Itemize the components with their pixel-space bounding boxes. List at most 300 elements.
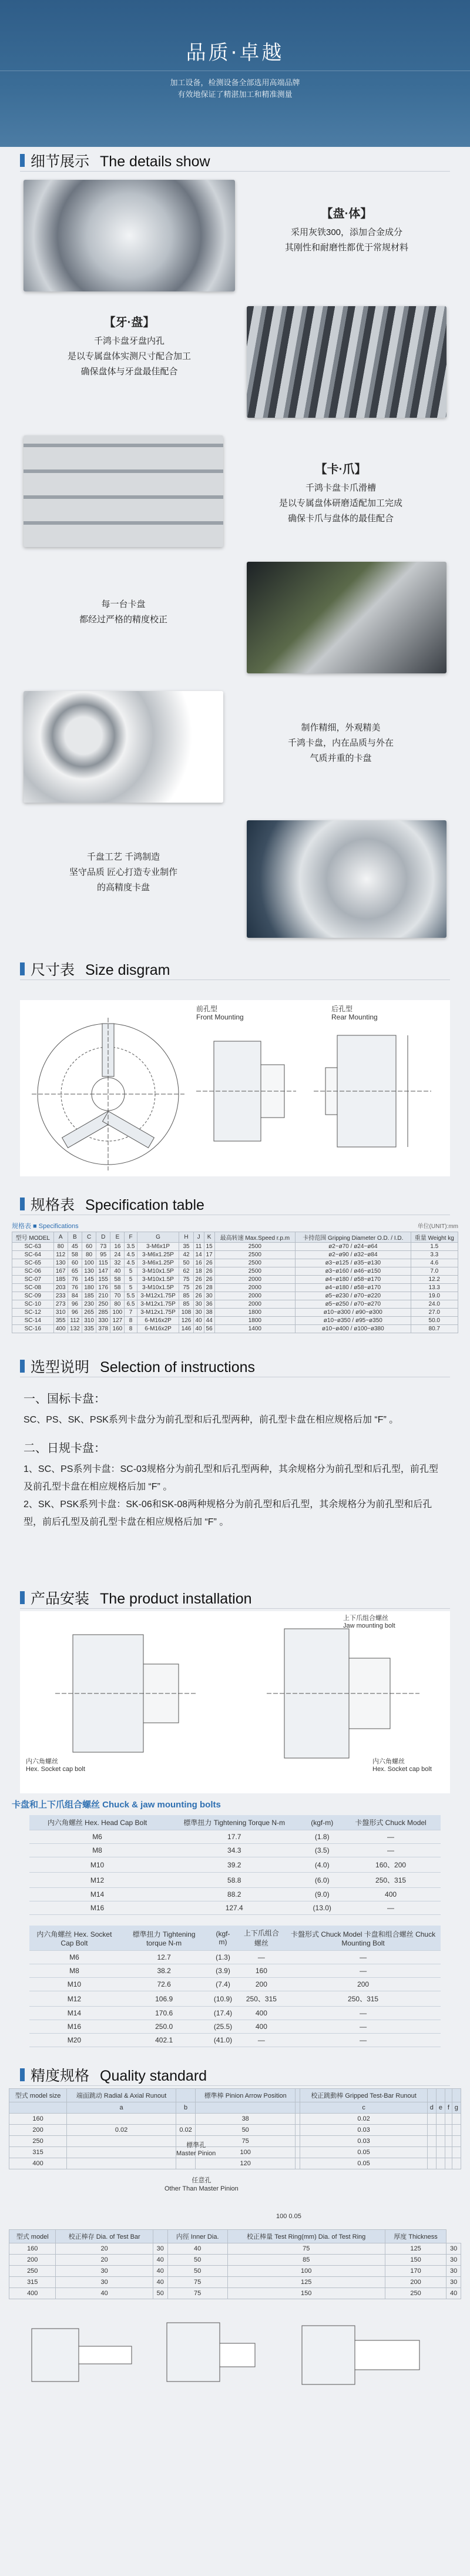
table-cell: — [237, 1951, 286, 1964]
socket-bolt-label-2 [372, 1758, 432, 1773]
table-cell: 1800 [214, 1309, 296, 1317]
table-row [29, 2007, 441, 2020]
table-cell: 0.05 [300, 2147, 427, 2158]
table-cell: 146 [179, 1325, 193, 1333]
bolt-table-title: 卡盘和上下爪组合螺丝 Chuck & jaw mounting bolts [12, 1800, 221, 1810]
table-cell: 180 [82, 1284, 96, 1292]
other-pinion-label [164, 2176, 239, 2193]
install-section-heading [0, 1584, 470, 1611]
instructions-section-heading [0, 1353, 470, 1380]
table-cell: SC-08 [12, 1284, 54, 1292]
table-header-cell: 標準棒 Pinion Arrow Position [196, 2089, 296, 2102]
table-row [9, 2255, 461, 2266]
table-cell: (7.4) [209, 1978, 237, 1991]
bolt-torque-table-2 [29, 1926, 441, 2047]
table-cell: 40 [110, 1267, 125, 1276]
heading-underline [20, 1608, 450, 1609]
finished-chuck-photo [24, 691, 223, 803]
table-cell: 108 [179, 1309, 193, 1317]
details-heading-cn: 细节展示 [31, 153, 90, 170]
table-cell: 30 [204, 1292, 214, 1300]
table-cell: 2000 [214, 1284, 296, 1292]
table-row [29, 1978, 441, 1991]
details-gallery [0, 174, 470, 955]
table-cell [427, 2158, 436, 2169]
detail-card-line: 是以专属盘体实测尺寸配合加工 [67, 351, 191, 361]
table-cell: 147 [96, 1267, 110, 1276]
table-cell [436, 2114, 445, 2125]
table-cell: 170.6 [119, 2007, 209, 2020]
table-cell: 3-M6x1.25P [137, 1259, 179, 1267]
table-cell: 250 [9, 2136, 67, 2147]
table-cell [296, 2158, 300, 2169]
table-header-cell: a [67, 2102, 176, 2114]
table-cell: 7 [125, 1309, 137, 1317]
table-cell: ø2~ø70 / ø24~ø64 [296, 1243, 411, 1251]
table-cell [436, 2125, 445, 2136]
table-cell: 38.2 [119, 1964, 209, 1978]
table-row [12, 1292, 458, 1300]
detail-card-line: 制作精细，外观精美 [301, 723, 381, 733]
table-cell [67, 2147, 176, 2158]
table-cell: 30 [446, 2277, 461, 2288]
calibration-photo [247, 562, 446, 673]
size-diagram [20, 1000, 450, 1176]
table-header-cell: C [82, 1232, 96, 1243]
table-cell: 73 [96, 1243, 110, 1251]
table-cell: 7.0 [411, 1267, 458, 1276]
table-cell: 150 [227, 2288, 385, 2299]
table-cell: 26 [193, 1276, 204, 1284]
table-cell: 100 [196, 2147, 296, 2158]
detail-card-line: 确保盘体与牙盘最佳配合 [80, 367, 178, 377]
table-cell: 0.03 [300, 2136, 427, 2147]
table-header-cell: d [427, 2102, 436, 2114]
table-row [29, 1888, 441, 1901]
table-cell: — [341, 1844, 441, 1857]
table-header-cell: J [193, 1232, 204, 1243]
table-header-cell: 最高转速 Max.Speed r.p.m [214, 1232, 296, 1243]
table-cell: (3.9) [209, 1964, 237, 1978]
table-cell: 11 [193, 1243, 204, 1251]
table-cell: M14 [29, 1888, 165, 1901]
detail-card-line: 是以专属盘体研磨适配加工完成 [278, 498, 402, 508]
table-header-cell: 校正跳動棒 Gripped Test-Bar Runout [300, 2089, 427, 2102]
table-header-cell [445, 2089, 452, 2102]
table-header-cell [296, 2089, 300, 2102]
table-cell: M12 [29, 1873, 165, 1888]
table-cell: 330 [96, 1317, 110, 1325]
table-cell: 0.02 [67, 2125, 176, 2136]
table-cell: 402.1 [119, 2034, 209, 2047]
setup-bar-2 [220, 2343, 255, 2367]
table-cell: 26 [204, 1276, 214, 1284]
table-cell: M16 [29, 2020, 119, 2034]
table-cell: ø4~ø180 / ø58~ø170 [296, 1276, 411, 1284]
spec-table-body [12, 1243, 458, 1333]
scroll-plate-photo [247, 306, 446, 418]
table-cell: 1.5 [411, 1243, 458, 1251]
table-cell: 76 [68, 1284, 82, 1292]
table-row [29, 1830, 441, 1844]
table-cell: 3.5 [125, 1243, 137, 1251]
table-cell: 56 [204, 1325, 214, 1333]
table-cell [452, 2114, 461, 2125]
table-row [29, 1873, 441, 1888]
table-header-cell [153, 2230, 167, 2243]
table-header-cell: H [179, 1232, 193, 1243]
table-cell: 400 [237, 2007, 286, 2020]
socket-bolt-label [26, 1758, 85, 1773]
details-heading-text [31, 150, 210, 171]
japan-title: 二、日规卡盘： [24, 1442, 106, 1455]
table-cell: SC-16 [12, 1325, 54, 1333]
instructions-body [0, 1390, 470, 1584]
table-row [12, 1309, 458, 1317]
table-row [29, 1844, 441, 1857]
size-heading-text [31, 958, 170, 980]
table-cell: ø10~ø350 / ø95~ø350 [296, 1317, 411, 1325]
hero-subtitle-line-2: 有效地保证了精湛加工和精准测量 [177, 90, 293, 99]
setup-chuck-1 [32, 2329, 79, 2382]
table-cell: 100 [82, 1259, 96, 1267]
heading-accent-bar [20, 154, 25, 167]
table-cell: 60 [82, 1243, 96, 1251]
table-cell [452, 2147, 461, 2158]
table-cell: M6 [29, 1951, 119, 1964]
table-cell: 2500 [214, 1259, 296, 1267]
table-cell: 14 [193, 1251, 204, 1259]
domestic-title: 一、国标卡盘： [24, 1393, 106, 1406]
table-cell: 250 [9, 2266, 56, 2277]
table-cell: 40 [153, 2266, 167, 2277]
table-cell: 126 [179, 1317, 193, 1325]
instructions-heading-cn: 选型说明 [31, 1359, 90, 1376]
table-header-cell [296, 2102, 300, 2114]
quality-table-1-area [0, 2088, 470, 2229]
rear-mounting-label-cn: 后孔型 [331, 1005, 353, 1013]
front-mounting-label [196, 1005, 244, 1021]
table-cell: 400 [53, 1325, 68, 1333]
table-cell: 273 [53, 1300, 68, 1309]
table-cell: 3-M6x1P [137, 1243, 179, 1251]
table-cell [445, 2158, 452, 2169]
table-row [12, 1259, 458, 1267]
table-cell: — [237, 2034, 286, 2047]
hero-subtitle-line-1: 加工设备，检测设备全部选用高端品牌 [170, 78, 300, 87]
table-cell: 3-M12x1.75P [137, 1300, 179, 1309]
table-cell: 40 [153, 2277, 167, 2288]
table-cell: 8 [125, 1317, 137, 1325]
table-cell [176, 2114, 196, 2125]
table-cell: 130 [82, 1267, 96, 1276]
bolt-table-1-header [29, 1815, 441, 1830]
test-setup-drawing [20, 2311, 450, 2393]
table-cell: 250、315 [237, 1991, 286, 2007]
table-header-cell: G [137, 1232, 179, 1243]
table-cell: 4.5 [125, 1251, 137, 1259]
table-row [29, 1857, 441, 1873]
table-cell: 115 [96, 1259, 110, 1267]
table-cell: 20 [56, 2255, 153, 2266]
spec-header-row [12, 1232, 458, 1243]
table-row [29, 1991, 441, 2007]
table-cell: 100 [110, 1309, 125, 1317]
table-cell: 50 [167, 2266, 227, 2277]
table-cell [67, 2136, 176, 2147]
socket-bolt-label-cn: 内六角螺丝 [26, 1758, 58, 1765]
table-cell: 8 [125, 1325, 137, 1333]
table-cell: — [286, 2034, 441, 2047]
detail-card-title: 【牙·盘】 [103, 316, 155, 329]
table-cell [445, 2136, 452, 2147]
table-row [29, 1901, 441, 1915]
table-cell: 26 [204, 1267, 214, 1276]
table-header-cell: f [445, 2102, 452, 2114]
table-header-cell: K [204, 1232, 214, 1243]
socket-bolt-label-2-en: Hex. Socket cap bolt [372, 1766, 432, 1773]
table-cell: ø5~ø230 / ø70~ø220 [296, 1292, 411, 1300]
table-cell [427, 2114, 436, 2125]
table-cell: — [286, 1964, 441, 1978]
japan-text-2: 2、SK、PSK系列卡盘：SK-06和SK-08两种规格分为前孔型和后孔型，其余规格分为前孔型和后孔型，前后孔型及前孔型卡盘在相应规格后加 “F” 。 [24, 1500, 432, 1527]
table-cell: 39.2 [165, 1857, 303, 1873]
table-cell [67, 2114, 176, 2125]
heading-underline [20, 171, 450, 172]
quality-table-1-subheader [9, 2102, 461, 2114]
bolt-table-2-header [29, 1926, 441, 1951]
table-cell: — [341, 1901, 441, 1915]
japan-text-1: 1、SC、PS系列卡盘：SC-03规格分为前孔型和后孔型两种，其余规格分为前孔型和后孔型，前孔型及前孔型卡盘在相应规格后加 “F” 。 [24, 1464, 438, 1492]
jaw-bolt-label [343, 1615, 395, 1630]
table-cell: 30 [446, 2266, 461, 2277]
table-cell: 40 [56, 2288, 153, 2299]
detail-card-line: 都经过严格的精度校正 [79, 615, 167, 625]
table-header-cell: (kgf-m) [209, 1926, 237, 1951]
detail-card-body [247, 206, 446, 256]
heading-accent-bar [20, 1360, 25, 1373]
detail-card-line: 坚守品质 匠心打造专业制作 [69, 867, 178, 877]
table-cell: 42 [179, 1251, 193, 1259]
table-cell: 40 [193, 1325, 204, 1333]
table-cell: 75 [167, 2277, 227, 2288]
table-cell: 150 [385, 2255, 446, 2266]
table-header-cell: e [436, 2102, 445, 2114]
heading-underline [20, 2085, 450, 2086]
table-cell: 75 [179, 1276, 193, 1284]
table-cell: M6 [29, 1830, 165, 1844]
table-row [9, 2277, 461, 2288]
table-row [12, 1276, 458, 1284]
table-cell: 84 [68, 1292, 82, 1300]
table-cell: 50 [153, 2288, 167, 2299]
table-cell: 0.02 [176, 2125, 196, 2136]
table-header-cell: E [110, 1232, 125, 1243]
quality-testbar-table [9, 2229, 461, 2299]
table-header-cell [436, 2089, 445, 2102]
table-cell [67, 2158, 176, 2169]
table-cell: (13.0) [303, 1901, 341, 1915]
quality-table-1-body [9, 2114, 461, 2169]
table-row [12, 1284, 458, 1292]
table-header-cell: g [452, 2102, 461, 2114]
table-cell: 106.9 [119, 1991, 209, 2007]
table-header-cell: c [300, 2102, 427, 2114]
table-cell: 160 [9, 2114, 67, 2125]
table-cell: 19.0 [411, 1292, 458, 1300]
table-cell: SC-10 [12, 1300, 54, 1309]
table-cell: 16 [193, 1259, 204, 1267]
domestic-text: SC、PS、SK、PSK系列卡盘分为前孔型和后孔型两种，前孔型卡盘在相应规格后加 “F” 。 [24, 1415, 399, 1425]
table-row [12, 1267, 458, 1276]
table-cell: 170 [385, 2266, 446, 2277]
table-cell [452, 2136, 461, 2147]
table-cell: 26 [193, 1284, 204, 1292]
table-cell: 38 [196, 2114, 296, 2125]
table-cell: 58 [110, 1276, 125, 1284]
table-cell: 250.0 [119, 2020, 209, 2034]
table-cell: 40 [446, 2288, 461, 2299]
table-row [12, 1300, 458, 1309]
table-cell: 30 [446, 2243, 461, 2255]
table-cell: 58 [68, 1251, 82, 1259]
detail-card-line: 千鸿卡盘卡爪滑槽 [305, 483, 376, 493]
table-cell: 167 [53, 1267, 68, 1276]
table-cell [452, 2125, 461, 2136]
table-cell: 5 [125, 1276, 137, 1284]
detail-card-line: 千鸿卡盘，内在品质与外在 [287, 738, 394, 748]
table-cell: 40 [153, 2255, 167, 2266]
heading-accent-bar [20, 962, 25, 975]
table-row [12, 1243, 458, 1251]
table-row [29, 1964, 441, 1978]
instructions-heading-en: Selection of instructions [100, 1359, 256, 1376]
table-header-cell [196, 2102, 296, 2114]
table-row [9, 2243, 461, 2255]
table-cell: 60 [68, 1259, 82, 1267]
table-cell: 200 [9, 2125, 67, 2136]
table-cell: 315 [9, 2277, 56, 2288]
table-header-cell: D [96, 1232, 110, 1243]
table-header-cell: (kgf-m) [303, 1815, 341, 1830]
table-cell: 36 [204, 1300, 214, 1309]
table-cell: 75 [227, 2243, 385, 2255]
table-cell: 80.7 [411, 1325, 458, 1333]
table-cell: 27.0 [411, 1309, 458, 1317]
table-cell: 3-M10x1.5P [137, 1284, 179, 1292]
table-cell: 65 [68, 1267, 82, 1276]
heading-accent-bar [20, 2068, 25, 2081]
table-cell: SC-09 [12, 1292, 54, 1300]
table-cell: ø3~ø160 / ø46~ø150 [296, 1267, 411, 1276]
instructions-heading-text [31, 1356, 255, 1377]
quality-table-1-header [9, 2089, 461, 2102]
table-cell: 24 [110, 1251, 125, 1259]
table-cell [296, 2147, 300, 2158]
table-cell: 3-M12x1.75P [137, 1292, 179, 1300]
table-cell: 80 [82, 1251, 96, 1259]
table-cell: (25.5) [209, 2020, 237, 2034]
table-cell: 2500 [214, 1243, 296, 1251]
table-cell: 16 [110, 1243, 125, 1251]
table-cell: M8 [29, 1964, 119, 1978]
other-pinion-cn: 任意孔 [192, 2177, 212, 2184]
table-cell: 34.3 [165, 1844, 303, 1857]
spec-table [12, 1232, 458, 1333]
front-mounting-label-en: Front Mounting [196, 1013, 244, 1021]
table-cell: 1400 [214, 1325, 296, 1333]
table-cell: ø3~ø125 / ø35~ø130 [296, 1259, 411, 1267]
table-header-cell: A [53, 1232, 68, 1243]
table-cell: 50 [167, 2255, 227, 2266]
table-row [9, 2125, 461, 2136]
table-cell [296, 2136, 300, 2147]
table-cell: 50.0 [411, 1317, 458, 1325]
detail-card-line: 确保卡爪与盘体的最佳配合 [287, 514, 394, 524]
table-cell: 38 [204, 1309, 214, 1317]
table-row [9, 2158, 461, 2169]
detail-card-line: 千盘工艺 千鸿制造 [86, 852, 160, 862]
table-cell: M10 [29, 1978, 119, 1991]
hero-subtitle [0, 77, 470, 100]
hero-title: 品质·卓越 [186, 41, 284, 65]
table-row [12, 1251, 458, 1259]
table-cell: (4.0) [303, 1857, 341, 1873]
table-cell: 80 [53, 1243, 68, 1251]
table-cell: 58 [110, 1284, 125, 1292]
table-cell [296, 2125, 300, 2136]
jaw-bolt-label-cn: 上下爪组合螺丝 [343, 1615, 388, 1622]
table-cell: 96 [68, 1300, 82, 1309]
table-cell: — [286, 2020, 441, 2034]
table-header-cell: 内六角螺丝 Hex. Head Cap Bolt [29, 1815, 165, 1830]
table-cell: 30 [193, 1309, 204, 1317]
table-cell: ø4~ø180 / ø58~ø170 [296, 1284, 411, 1292]
details-heading-en: The details show [100, 153, 210, 170]
size-heading-cn: 尺寸表 [31, 962, 75, 978]
detail-card-line: 每一台卡盘 [101, 599, 146, 609]
jaw-bolt-label-en: Jaw mounting bolt [343, 1622, 395, 1629]
table-cell: 100 [227, 2266, 385, 2277]
table-cell: (9.0) [303, 1888, 341, 1901]
table-cell: 50 [179, 1259, 193, 1267]
table-cell: (41.0) [209, 2034, 237, 2047]
table-cell: 32 [110, 1259, 125, 1267]
table-header-cell: 型式 model [9, 2230, 56, 2243]
table-cell: 400 [9, 2288, 56, 2299]
table-header-cell: 型式 model size [9, 2089, 67, 2102]
table-cell [296, 2114, 300, 2125]
table-cell: 75 [179, 1284, 193, 1292]
table-cell: 30 [446, 2255, 461, 2266]
table-cell: 400 [341, 1888, 441, 1901]
socket-bolt-label-en: Hex. Socket cap bolt [26, 1766, 85, 1773]
table-cell: 132 [68, 1325, 82, 1333]
table-cell: SC-63 [12, 1243, 54, 1251]
table-cell: 28 [204, 1284, 214, 1292]
table-header-cell: 卡盤形式 Chuck Model [341, 1815, 441, 1830]
table-cell: M10 [29, 1857, 165, 1873]
master-pinion-en: Master Pinion [176, 2150, 216, 2157]
table-header-cell: 標準扭力 Tightening Torque N-m [165, 1815, 303, 1830]
table-header-cell: 卡盤形式 Chuck Model 卡盘和组合螺丝 Chuck Mounting Bolt [286, 1926, 441, 1951]
table-header-cell [452, 2089, 461, 2102]
table-cell: 1800 [214, 1317, 296, 1325]
table-cell: 210 [96, 1292, 110, 1300]
table-cell: 4.6 [411, 1259, 458, 1267]
table-cell: 130 [53, 1259, 68, 1267]
table-cell: 265 [82, 1309, 96, 1317]
